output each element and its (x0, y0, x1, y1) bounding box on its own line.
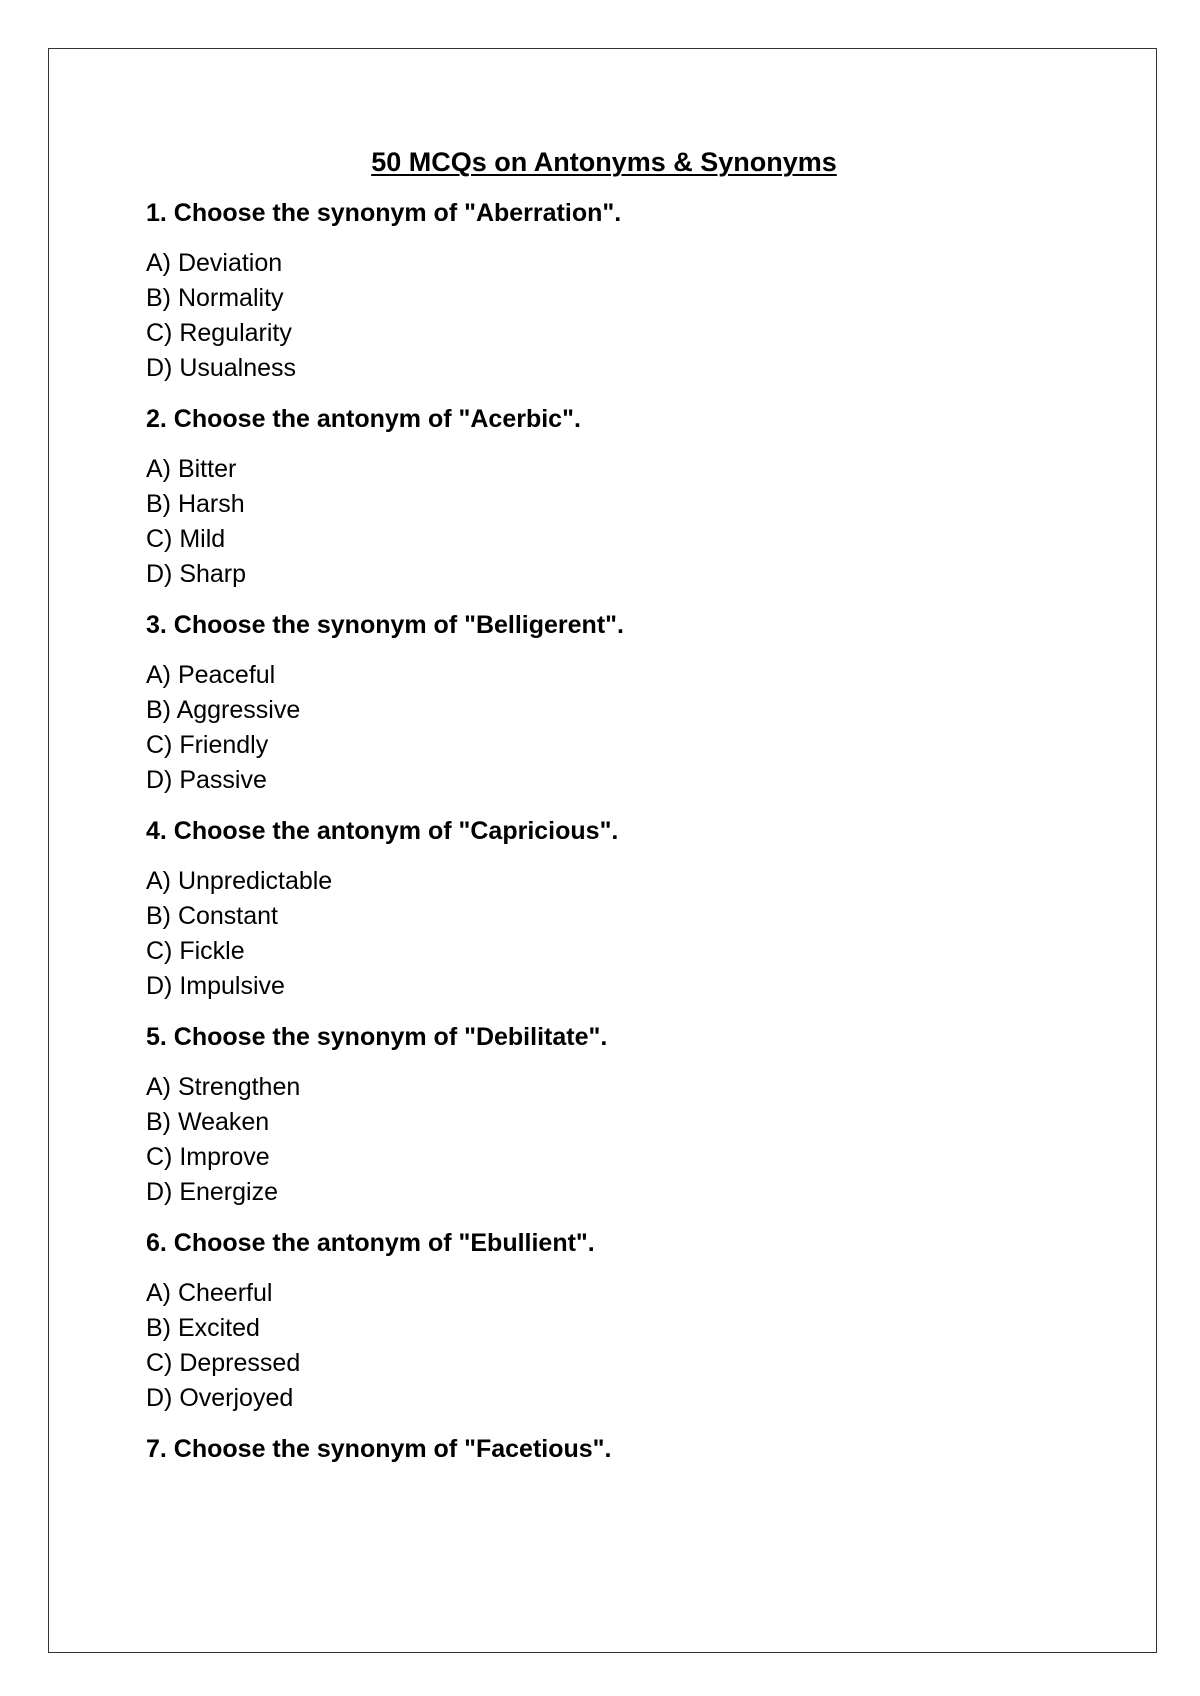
option-list (146, 1276, 1096, 1416)
option-d: D) Overjoyed (146, 1384, 294, 1412)
option-c: C) Improve (146, 1143, 270, 1171)
page-title: 50 MCQs on Antonyms & Synonyms (371, 147, 837, 177)
option-c: C) Depressed (146, 1349, 301, 1377)
question-text: 6. Choose the antonym of "Ebullient". (146, 1229, 595, 1257)
question-text: 7. Choose the synonym of "Facetious". (146, 1435, 612, 1463)
question-text: 5. Choose the synonym of "Debilitate". (146, 1023, 608, 1051)
question-6 (146, 1227, 1096, 1416)
option-d: D) Passive (146, 766, 267, 794)
question-list (146, 197, 1096, 1482)
option-a: A) Deviation (146, 249, 283, 277)
option-a: A) Bitter (146, 455, 237, 483)
option-list (146, 1070, 1096, 1210)
option-d: D) Sharp (146, 560, 247, 588)
option-c: C) Fickle (146, 937, 245, 965)
option-d: D) Impulsive (146, 972, 285, 1000)
question-text: 1. Choose the synonym of "Aberration". (146, 199, 622, 227)
option-list (146, 246, 1096, 386)
option-a: A) Strengthen (146, 1073, 301, 1101)
question-7 (146, 1433, 1096, 1465)
option-list (146, 864, 1096, 1004)
option-b: B) Weaken (146, 1108, 270, 1136)
question-3 (146, 609, 1096, 798)
option-b: B) Harsh (146, 490, 245, 518)
option-a: A) Peaceful (146, 661, 276, 689)
question-text: 2. Choose the antonym of "Acerbic". (146, 405, 581, 433)
option-list (146, 452, 1096, 592)
question-text: 4. Choose the antonym of "Capricious". (146, 817, 619, 845)
option-c: C) Mild (146, 525, 226, 553)
option-d: D) Energize (146, 1178, 278, 1206)
question-4 (146, 815, 1096, 1004)
question-2 (146, 403, 1096, 592)
option-b: B) Normality (146, 284, 284, 312)
option-b: B) Excited (146, 1314, 260, 1342)
option-c: C) Regularity (146, 319, 292, 347)
question-text: 3. Choose the synonym of "Belligerent". (146, 611, 624, 639)
option-b: B) Constant (146, 902, 279, 930)
question-5 (146, 1021, 1096, 1210)
option-b: B) Aggressive (146, 696, 301, 724)
option-c: C) Friendly (146, 731, 269, 759)
option-d: D) Usualness (146, 354, 297, 382)
option-a: A) Unpredictable (146, 867, 333, 895)
question-1 (146, 197, 1096, 386)
option-list (146, 658, 1096, 798)
option-a: A) Cheerful (146, 1279, 273, 1307)
